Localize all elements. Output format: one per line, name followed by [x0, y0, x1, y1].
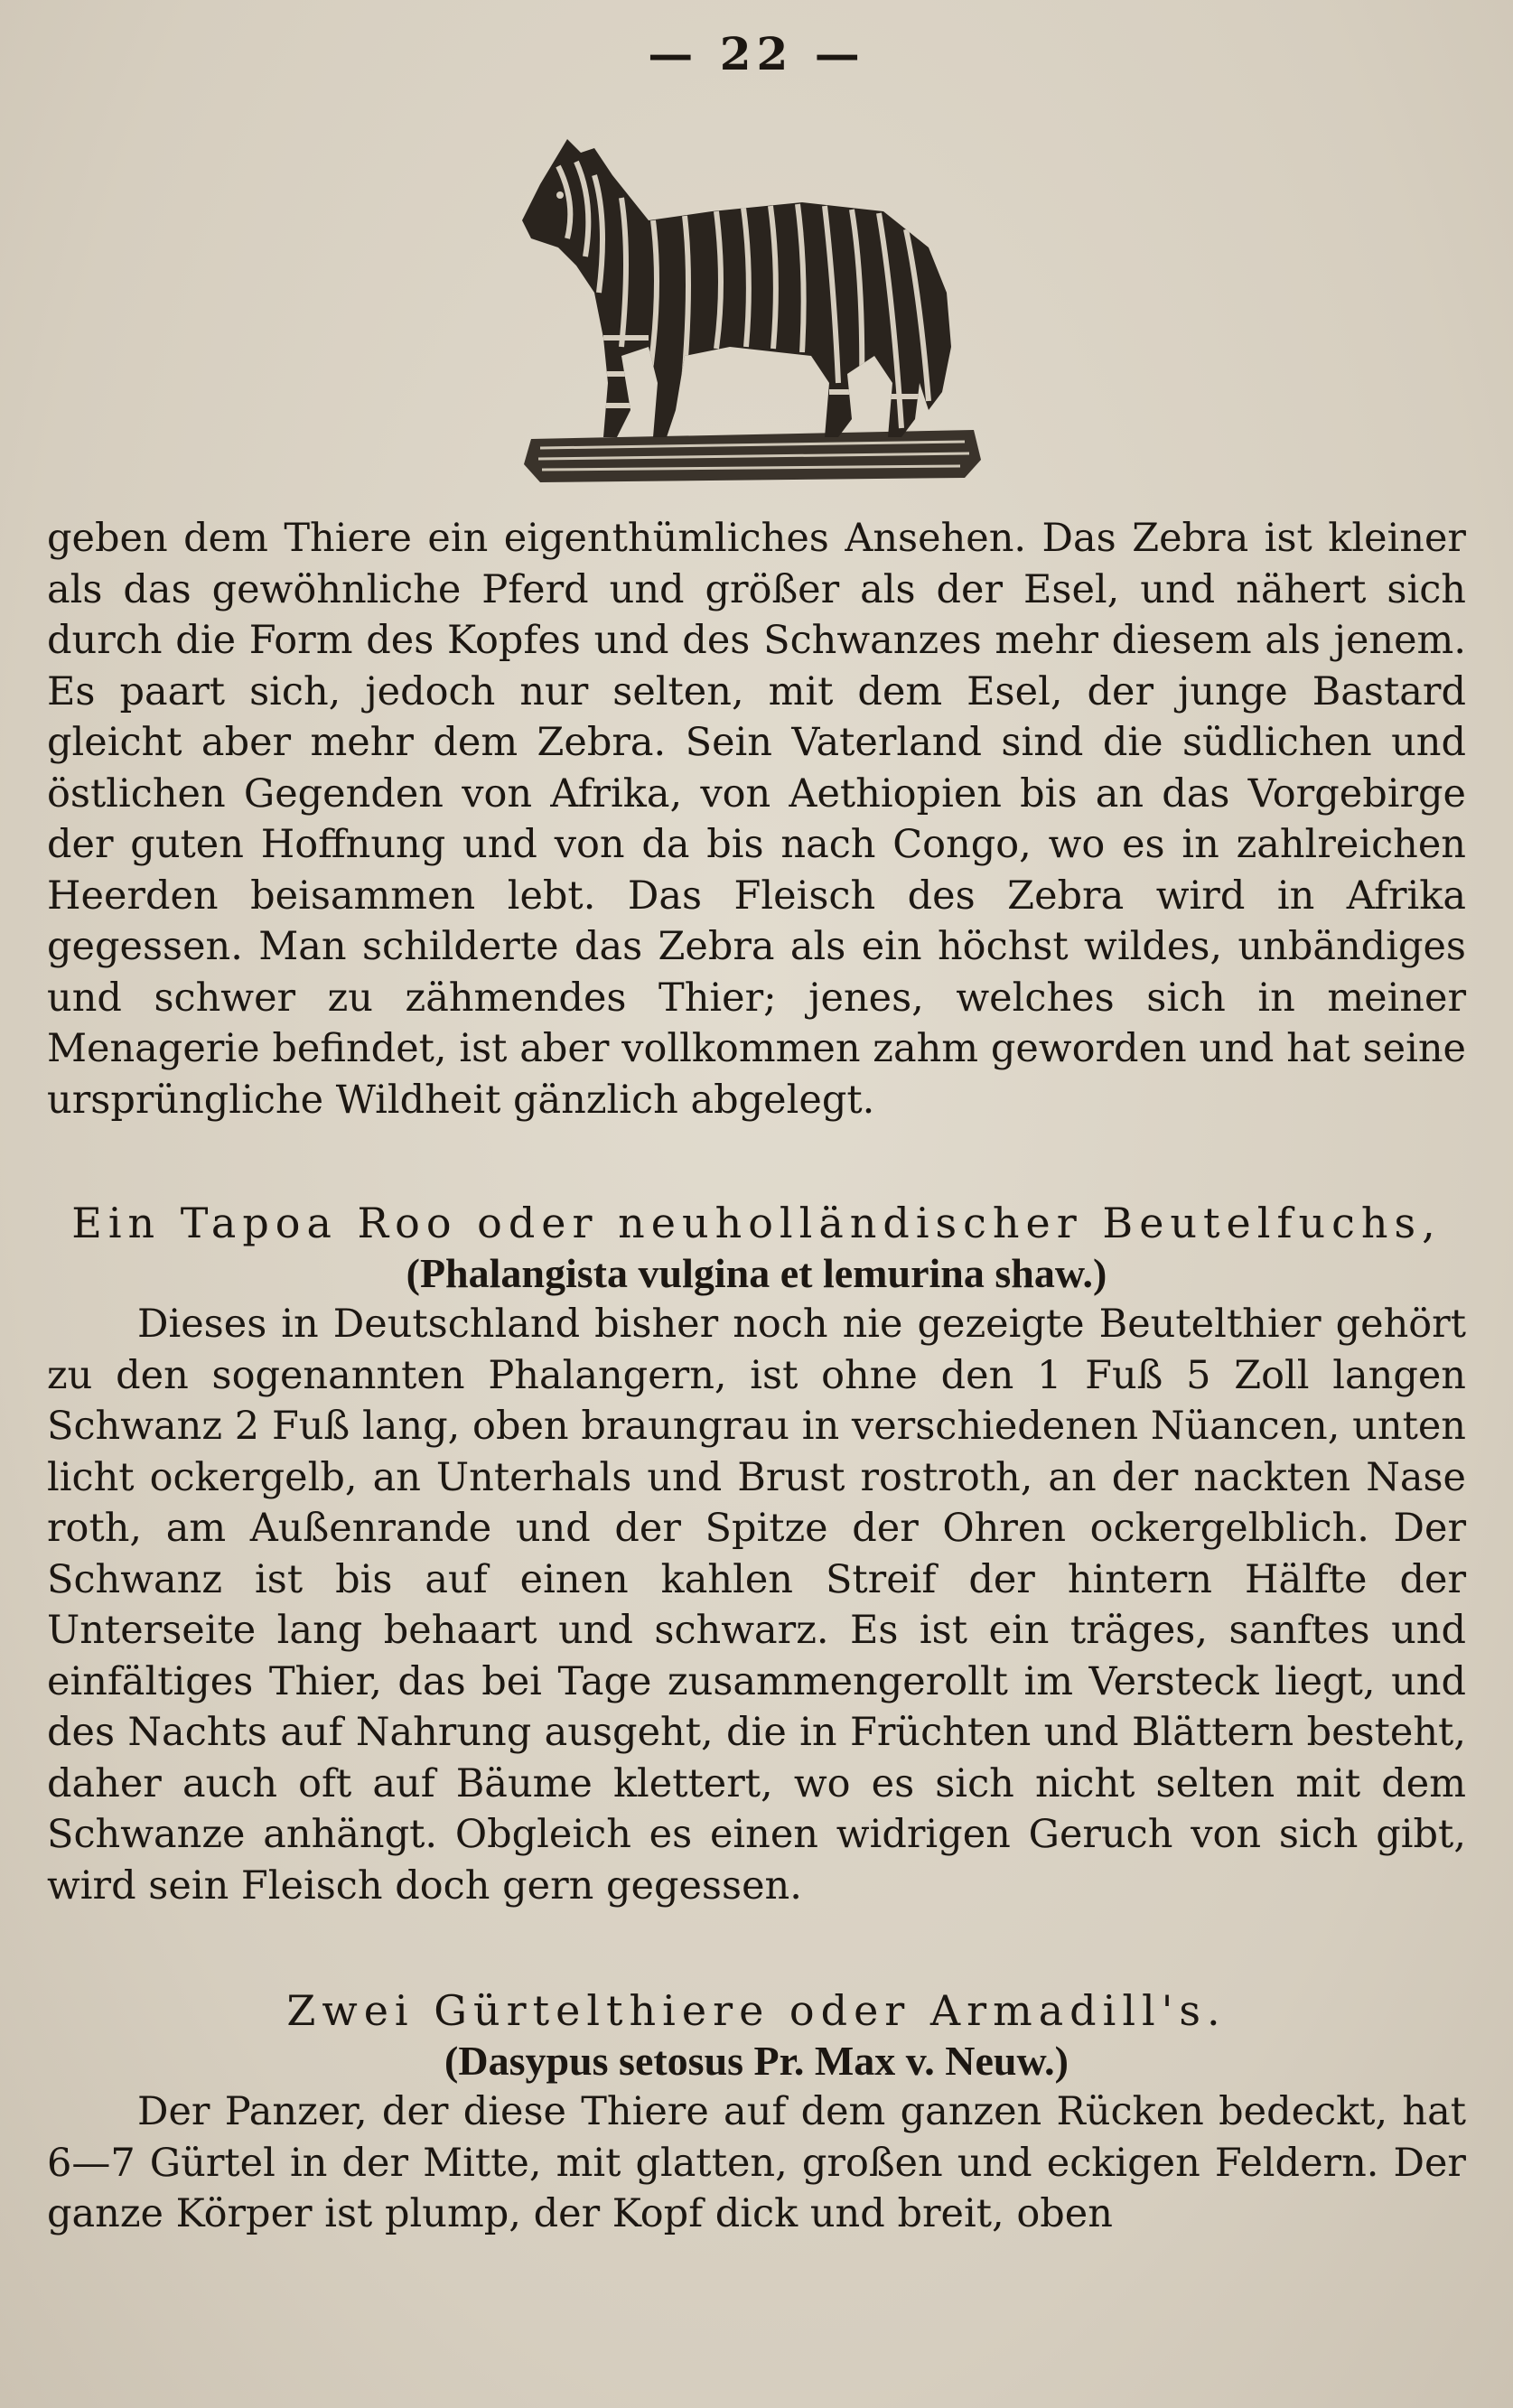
zebra-woodcut-icon — [504, 112, 1010, 500]
section-subheading-tapoa-latin: (Phalangista vulgina et lemurina shaw.) — [406, 1250, 1107, 1296]
armadill-paragraph: Der Panzer, der diese Thiere auf dem ganzen Rücken bedeckt, hat 6—7 Gürtel in der Mitte, mit glatten, großen und eckigen Feldern. Der ganze Körper ist plump, der Kopf dick und breit, oben — [47, 2089, 1466, 2236]
tapoa-paragraph: Dieses in Deutschland bisher noch nie gezeigte Beutelthier gehört zu den sogenannten Phalangern, ist ohne den 1 Fuß 5 Zoll langen Schwanz 2 Fuß lang, oben braungrau in verschiedenen Nüancen, unten licht ockergelb, an Unterhals und Brust rostroth, an der nackten Nase roth, am Außenrande und der Spitze der Ohren ockergelblich. Der Schwanz ist bis auf einen kahlen Streif der hintern Hälfte der Unterseite lang behaart und schwarz. Es ist ein träges, sanftes und einfältiges Thier, das bei Tage zusammengerollt im Versteck liegt, und des Nachts auf Nahrung ausgeht, die in Früchten und Blättern besteht, daher auch oft auf Bäume klettert, wo es sich nicht selten mit dem Schwanze anhängt. Obgleich es einen widrigen Geruch von sich gibt, wird sein Fleisch doch gern gegessen. — [47, 1302, 1466, 1909]
section-heading-tapoa: Ein Tapoa Roo oder neuholländischer Beutelfuchs, — [71, 1199, 1442, 1247]
section-heading-armadill: Zwei Gürtelthiere oder Armadill's. — [286, 1986, 1227, 2035]
zebra-illustration — [47, 112, 1466, 500]
page-number: — 22 — — [648, 27, 865, 80]
section-subheading-armadill-latin: (Dasypus setosus Pr. Max v. Neuw.) — [444, 2038, 1069, 2084]
zebra-paragraph: geben dem Thiere ein eigenthümliches Ansehen. Das Zebra ist kleiner als das gewöhnliche Pferd und größer als der Esel, und nähert sich durch die Form des Kopfes und des Schwanzes mehr diesem als jenem. Es paart sich, jedoch nur selten, mit dem Esel, der junge Bastard gleicht aber mehr dem Zebra. Sein Vaterland sind die südlichen und östlichen Gegenden von Afrika, von Aethiopien bis an das Vorgebirge der guten Hoffnung und von da bis nach Congo, wo es in zahlreichen Heerden beisammen lebt. Das Fleisch des Zebra wird in Afrika gegessen. Man schilderte das Zebra als ein höchst wildes, unbändiges und schwer zu zähmendes Thier; jenes, welches sich in meiner Menagerie befindet, ist aber vollkommen zahm geworden und hat seine ursprüngliche Wildheit gänzlich abgelegt. — [47, 516, 1466, 1123]
